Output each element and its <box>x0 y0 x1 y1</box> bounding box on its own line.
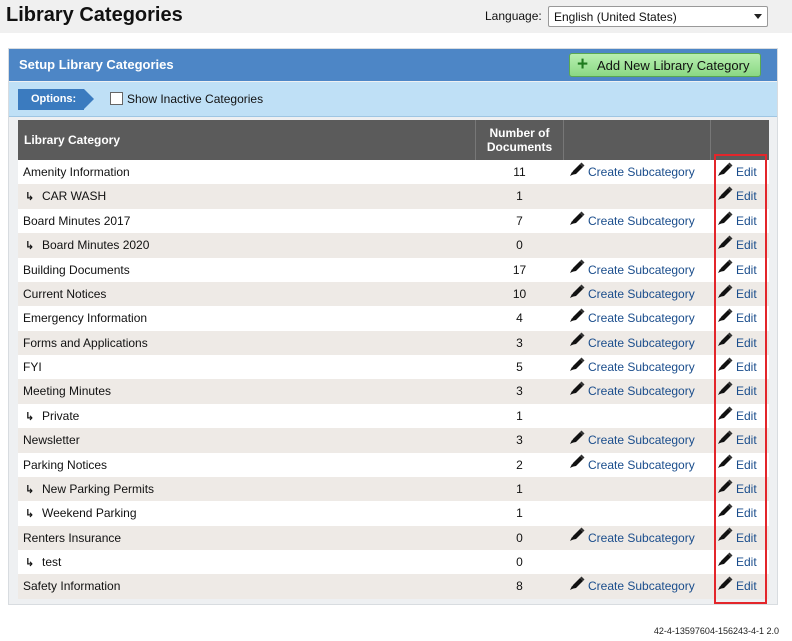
document-count: 0 <box>516 555 523 569</box>
language-select-value: English (United States) <box>554 10 677 24</box>
options-tag: Options: <box>18 89 84 110</box>
edit-link[interactable] <box>717 574 757 598</box>
category-name-text: Weekend Parking <box>42 506 137 521</box>
create-subcategory-link[interactable] <box>569 453 695 477</box>
pen-icon <box>717 160 733 184</box>
document-count: 3 <box>516 335 523 350</box>
setup-panel <box>8 48 778 605</box>
edit-link[interactable] <box>717 184 757 208</box>
table-row <box>18 184 769 208</box>
create-subcategory-label: Create Subcategory <box>588 360 695 374</box>
create-subcategory-link[interactable] <box>569 282 695 306</box>
table-row <box>18 428 769 452</box>
column-header-create <box>564 120 711 160</box>
document-count: 2 <box>516 457 523 472</box>
chevron-down-icon <box>754 14 762 19</box>
create-subcategory-label: Create Subcategory <box>588 213 695 228</box>
edit-link[interactable] <box>717 477 757 501</box>
category-name-text: Newsletter <box>23 433 80 448</box>
edit-link[interactable] <box>717 282 757 306</box>
table-row <box>18 233 769 257</box>
subcategory-arrow-icon: ↳ <box>25 483 35 496</box>
subcategory-arrow-icon: ↳ <box>25 240 35 253</box>
show-inactive-label[interactable]: Show Inactive Categories <box>127 92 264 106</box>
pen-icon <box>569 330 585 354</box>
pen-icon <box>717 550 733 574</box>
edit-link[interactable] <box>717 209 757 233</box>
category-name <box>23 160 130 184</box>
table-row <box>18 355 769 379</box>
create-subcategory-label: Create Subcategory <box>588 433 695 448</box>
document-count: 7 <box>516 213 523 228</box>
edit-label: Edit <box>736 335 757 350</box>
edit-label: Edit <box>736 384 757 399</box>
category-name-text: Board Minutes 2020 <box>42 238 150 253</box>
edit-label: Edit <box>736 457 757 472</box>
create-subcategory-link[interactable] <box>569 526 695 550</box>
pen-icon <box>569 209 585 233</box>
category-name <box>25 184 106 209</box>
create-subcategory-link[interactable] <box>569 160 695 184</box>
create-subcategory-label: Create Subcategory <box>588 335 695 350</box>
table-row <box>18 453 769 477</box>
categories-table <box>18 120 769 599</box>
category-name <box>23 331 148 355</box>
category-name <box>23 453 107 477</box>
edit-link[interactable] <box>717 306 757 330</box>
category-name <box>23 306 147 330</box>
subcategory-arrow-icon: ↳ <box>25 410 35 423</box>
category-name <box>25 477 154 502</box>
category-name <box>23 379 111 403</box>
category-name-text: New Parking Permits <box>42 481 155 496</box>
document-count: 4 <box>516 311 523 326</box>
category-name-text: CAR WASH <box>42 189 107 204</box>
pen-icon <box>569 525 585 549</box>
category-name <box>25 233 149 258</box>
create-subcategory-label: Create Subcategory <box>588 311 695 326</box>
document-count: 3 <box>516 433 523 448</box>
pen-icon <box>717 501 733 525</box>
create-subcategory-label: Create Subcategory <box>588 286 695 301</box>
edit-label: Edit <box>736 286 757 301</box>
edit-label: Edit <box>736 262 757 277</box>
category-name-text: Safety Information <box>23 579 121 594</box>
create-subcategory-link[interactable] <box>569 306 695 330</box>
pen-icon <box>569 282 585 306</box>
edit-label: Edit <box>736 360 757 374</box>
table-body <box>18 160 769 599</box>
category-name-text: FYI <box>23 360 42 374</box>
edit-link[interactable] <box>717 233 757 257</box>
pen-icon <box>569 257 585 281</box>
pen-icon <box>569 452 585 476</box>
show-inactive-checkbox[interactable] <box>110 92 123 105</box>
pen-icon <box>717 306 733 330</box>
table-row <box>18 306 769 330</box>
category-name-text: Emergency Information <box>23 311 148 326</box>
category-name-text: Building Documents <box>23 262 130 277</box>
document-count: 8 <box>516 579 523 594</box>
document-count: 0 <box>516 530 523 545</box>
create-subcategory-link[interactable] <box>569 428 695 452</box>
pen-icon <box>569 355 585 379</box>
document-count: 10 <box>512 286 527 301</box>
build-footer: 42-4-13597604-156243-4-1 2.0 <box>653 626 779 636</box>
table-row <box>18 209 769 233</box>
language-select[interactable] <box>548 6 768 27</box>
document-count: 11 <box>513 165 526 179</box>
add-button-label: Add New Library Category <box>597 58 750 73</box>
table-row <box>18 550 769 574</box>
page-title: Library Categories <box>6 4 183 26</box>
table-row <box>18 331 769 355</box>
document-count: 0 <box>516 238 523 253</box>
edit-label: Edit <box>736 481 757 496</box>
category-name <box>23 282 106 306</box>
create-subcategory-link[interactable] <box>569 331 695 355</box>
edit-label: Edit <box>736 311 757 326</box>
edit-link[interactable] <box>717 550 757 574</box>
category-name-text: Parking Notices <box>23 457 108 472</box>
category-name <box>23 526 121 550</box>
create-subcategory-label: Create Subcategory <box>588 165 695 179</box>
pen-icon <box>717 477 733 501</box>
table-row <box>18 160 769 184</box>
edit-label: Edit <box>736 433 757 448</box>
edit-label: Edit <box>736 238 757 253</box>
pen-icon <box>717 257 733 281</box>
edit-link[interactable] <box>717 404 757 428</box>
pen-icon <box>569 306 585 330</box>
edit-label: Edit <box>736 555 757 569</box>
category-name-text: Forms and Applications <box>23 335 148 350</box>
plus-icon: + <box>577 54 589 75</box>
pen-icon <box>569 160 585 184</box>
pen-icon <box>717 452 733 476</box>
subcategory-arrow-icon: ↳ <box>25 508 35 521</box>
document-count: 17 <box>512 262 527 277</box>
edit-link[interactable] <box>717 355 757 379</box>
create-subcategory-label: Create Subcategory <box>588 579 695 594</box>
category-name <box>25 404 79 429</box>
table-row <box>18 258 769 282</box>
category-name <box>23 258 130 282</box>
pen-icon <box>717 233 733 257</box>
create-subcategory-link[interactable] <box>569 209 695 233</box>
edit-link[interactable] <box>717 258 757 282</box>
edit-link[interactable] <box>717 501 757 525</box>
edit-link[interactable] <box>717 160 757 184</box>
pen-icon <box>569 379 585 403</box>
category-name-text: Current Notices <box>23 286 107 301</box>
pen-icon <box>717 428 733 452</box>
add-library-category-button[interactable] <box>569 53 761 77</box>
edit-label: Edit <box>736 530 757 545</box>
pen-icon <box>717 282 733 306</box>
table-row <box>18 282 769 306</box>
category-name <box>25 550 61 575</box>
category-name-text: test <box>42 555 62 569</box>
table-row <box>18 526 769 550</box>
pen-icon <box>717 209 733 233</box>
category-name-text: Private <box>42 408 80 423</box>
edit-label: Edit <box>736 408 757 423</box>
document-count: 1 <box>516 506 523 521</box>
edit-link[interactable] <box>717 379 757 403</box>
category-name <box>23 428 80 452</box>
edit-label: Edit <box>736 213 757 228</box>
table-row <box>18 501 769 525</box>
create-subcategory-link[interactable] <box>569 355 695 379</box>
pen-icon <box>569 428 585 452</box>
edit-label: Edit <box>736 579 757 594</box>
table-header <box>18 120 769 160</box>
category-name-text: Amenity Information <box>23 165 130 179</box>
create-subcategory-label: Create Subcategory <box>588 530 695 545</box>
table-row <box>18 379 769 403</box>
category-name-text: Board Minutes 2017 <box>23 213 131 228</box>
category-name-text: Renters Insurance <box>23 530 122 545</box>
edit-label: Edit <box>736 506 757 521</box>
create-subcategory-label: Create Subcategory <box>588 262 695 277</box>
edit-label: Edit <box>736 165 757 179</box>
table-row <box>18 574 769 598</box>
document-count: 5 <box>516 360 523 374</box>
edit-link[interactable] <box>717 428 757 452</box>
document-count: 1 <box>516 481 523 496</box>
pen-icon <box>717 330 733 354</box>
category-name-text: Meeting Minutes <box>23 384 112 399</box>
document-count: 1 <box>516 189 523 204</box>
document-count: 3 <box>516 384 523 399</box>
create-subcategory-link[interactable] <box>569 258 695 282</box>
create-subcategory-label: Create Subcategory <box>588 457 695 472</box>
column-header-number: Number of Documents <box>475 120 564 160</box>
pen-icon <box>717 379 733 403</box>
category-name <box>25 501 137 526</box>
edit-link[interactable] <box>717 331 757 355</box>
pen-icon <box>717 525 733 549</box>
subcategory-arrow-icon: ↳ <box>25 191 35 204</box>
category-name <box>23 209 130 233</box>
edit-link[interactable] <box>717 526 757 550</box>
create-subcategory-link[interactable] <box>569 574 695 598</box>
panel-header <box>9 49 777 81</box>
pen-icon <box>717 404 733 428</box>
table-row <box>18 477 769 501</box>
pen-icon <box>717 355 733 379</box>
pen-icon <box>717 574 733 598</box>
subcategory-arrow-icon: ↳ <box>25 557 35 569</box>
document-count: 1 <box>516 408 523 423</box>
pen-icon <box>717 184 733 208</box>
category-name <box>23 574 120 598</box>
table-row <box>18 404 769 428</box>
create-subcategory-label: Create Subcategory <box>588 384 695 399</box>
panel-title: Setup Library Categories <box>19 57 174 72</box>
category-name <box>23 355 42 379</box>
pen-icon <box>569 574 585 598</box>
page-header <box>0 0 792 33</box>
edit-label: Edit <box>736 189 757 204</box>
options-bar <box>9 82 777 117</box>
column-header-category: Library Category <box>24 133 121 147</box>
create-subcategory-link[interactable] <box>569 379 695 403</box>
language-label: Language: <box>485 9 542 23</box>
edit-link[interactable] <box>717 453 757 477</box>
column-header-edit <box>711 120 769 160</box>
